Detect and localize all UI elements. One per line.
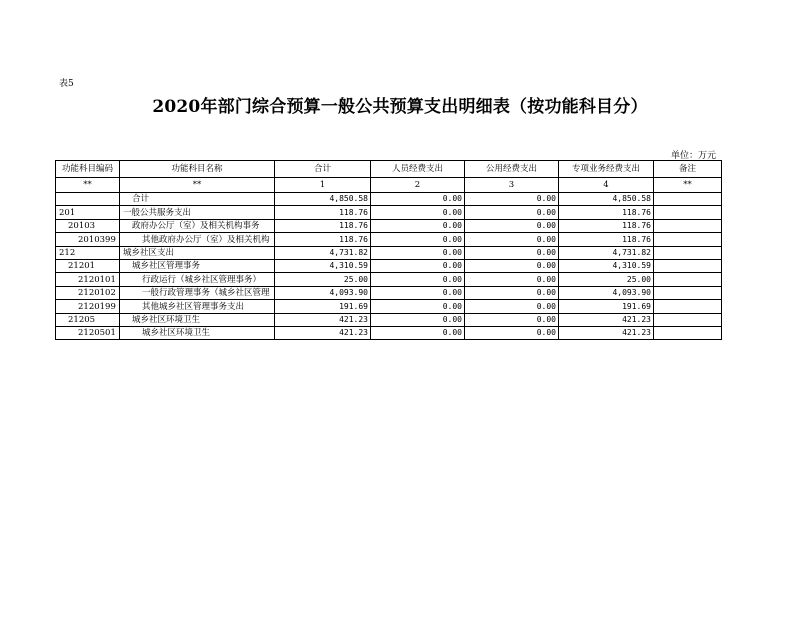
note-cell [654, 300, 722, 313]
public-cell: 0.00 [465, 326, 559, 339]
total-cell: 191.69 [275, 300, 371, 313]
header-cell-special: 专项业务经费支出 [559, 161, 654, 178]
special-cell: 4,850.58 [559, 193, 654, 206]
special-cell: 4,310.59 [559, 259, 654, 272]
code-cell: 2120101 [56, 273, 120, 286]
header-cell-personnel: 人员经费支出 [371, 161, 465, 178]
header-cell-note: 备注 [654, 161, 722, 178]
public-cell: 0.00 [465, 300, 559, 313]
name-cell: 城乡社区环境卫生 [120, 326, 275, 339]
total-cell: 118.76 [275, 219, 371, 232]
table-number-label: 表5 [59, 79, 74, 89]
note-cell [654, 233, 722, 246]
name-cell: 一般行政管理事务（城乡社区管理 [120, 286, 275, 299]
total-cell: 25.00 [275, 273, 371, 286]
table-row [56, 233, 722, 246]
index-cell: ** [56, 178, 120, 193]
personnel-cell: 0.00 [371, 326, 465, 339]
index-cell: 1 [275, 178, 371, 193]
total-cell: 118.76 [275, 233, 371, 246]
name-cell: 行政运行（城乡社区管理事务） [120, 273, 275, 286]
name-cell: 城乡社区环境卫生 [120, 313, 275, 326]
table-row [56, 273, 722, 286]
table-row [56, 219, 722, 232]
total-cell: 118.76 [275, 206, 371, 219]
code-cell: 21205 [56, 313, 120, 326]
special-cell: 421.23 [559, 313, 654, 326]
public-cell: 0.00 [465, 313, 559, 326]
personnel-cell: 0.00 [371, 259, 465, 272]
code-cell: 2120102 [56, 286, 120, 299]
header-cell-public: 公用经费支出 [465, 161, 559, 178]
special-cell: 118.76 [559, 219, 654, 232]
code-cell: 2120501 [56, 326, 120, 339]
public-cell: 0.00 [465, 206, 559, 219]
budget-table [55, 160, 722, 340]
note-cell [654, 206, 722, 219]
personnel-cell: 0.00 [371, 313, 465, 326]
code-cell: 201 [56, 206, 120, 219]
personnel-cell: 0.00 [371, 273, 465, 286]
note-cell [654, 219, 722, 232]
public-cell: 0.00 [465, 273, 559, 286]
table-row [56, 246, 722, 259]
table-row [56, 259, 722, 272]
total-cell: 4,850.58 [275, 193, 371, 206]
code-cell: 2010399 [56, 233, 120, 246]
name-cell: 一般公共服务支出 [120, 206, 275, 219]
name-cell: 其他城乡社区管理事务支出 [120, 300, 275, 313]
header-cell-code: 功能科目编码 [56, 161, 120, 178]
table-row [56, 206, 722, 219]
personnel-cell: 0.00 [371, 206, 465, 219]
note-cell [654, 259, 722, 272]
total-cell: 421.23 [275, 326, 371, 339]
code-cell [56, 193, 120, 206]
special-cell: 25.00 [559, 273, 654, 286]
public-cell: 0.00 [465, 246, 559, 259]
code-cell: 21201 [56, 259, 120, 272]
total-cell: 4,093.90 [275, 286, 371, 299]
personnel-cell: 0.00 [371, 246, 465, 259]
code-cell: 20103 [56, 219, 120, 232]
code-cell: 2120199 [56, 300, 120, 313]
index-cell: 2 [371, 178, 465, 193]
index-cell: 4 [559, 178, 654, 193]
personnel-cell: 0.00 [371, 300, 465, 313]
table-row [56, 300, 722, 313]
note-cell [654, 326, 722, 339]
name-cell: 其他政府办公厅（室）及相关机构 [120, 233, 275, 246]
index-cell: ** [120, 178, 275, 193]
table-row [56, 193, 722, 206]
public-cell: 0.00 [465, 193, 559, 206]
special-cell: 4,093.90 [559, 286, 654, 299]
index-row [56, 178, 722, 193]
note-cell [654, 193, 722, 206]
public-cell: 0.00 [465, 259, 559, 272]
table-row [56, 313, 722, 326]
name-cell: 城乡社区管理事务 [120, 259, 275, 272]
note-cell [654, 286, 722, 299]
total-cell: 421.23 [275, 313, 371, 326]
personnel-cell: 0.00 [371, 219, 465, 232]
special-cell: 118.76 [559, 233, 654, 246]
note-cell [654, 313, 722, 326]
total-cell: 4,310.59 [275, 259, 371, 272]
index-cell: 3 [465, 178, 559, 193]
total-cell: 4,731.82 [275, 246, 371, 259]
table-row [56, 326, 722, 339]
table-row [56, 286, 722, 299]
public-cell: 0.00 [465, 286, 559, 299]
header-cell-total: 合计 [275, 161, 371, 178]
special-cell: 4,731.82 [559, 246, 654, 259]
personnel-cell: 0.00 [371, 233, 465, 246]
personnel-cell: 0.00 [371, 193, 465, 206]
public-cell: 0.00 [465, 233, 559, 246]
personnel-cell: 0.00 [371, 286, 465, 299]
public-cell: 0.00 [465, 219, 559, 232]
special-cell: 421.23 [559, 326, 654, 339]
code-cell: 212 [56, 246, 120, 259]
note-cell [654, 273, 722, 286]
special-cell: 191.69 [559, 300, 654, 313]
name-cell: 政府办公厅（室）及相关机构事务 [120, 219, 275, 232]
special-cell: 118.76 [559, 206, 654, 219]
header-row [56, 161, 722, 178]
index-cell: ** [654, 178, 722, 193]
note-cell [654, 246, 722, 259]
name-cell: 合计 [120, 193, 275, 206]
name-cell: 城乡社区支出 [120, 246, 275, 259]
unit-label: 单位：万元 [671, 151, 717, 161]
header-cell-name: 功能科目名称 [120, 161, 275, 178]
document-title: 2020年部门综合预算一般公共预算支出明细表（按功能科目分） [152, 97, 648, 117]
